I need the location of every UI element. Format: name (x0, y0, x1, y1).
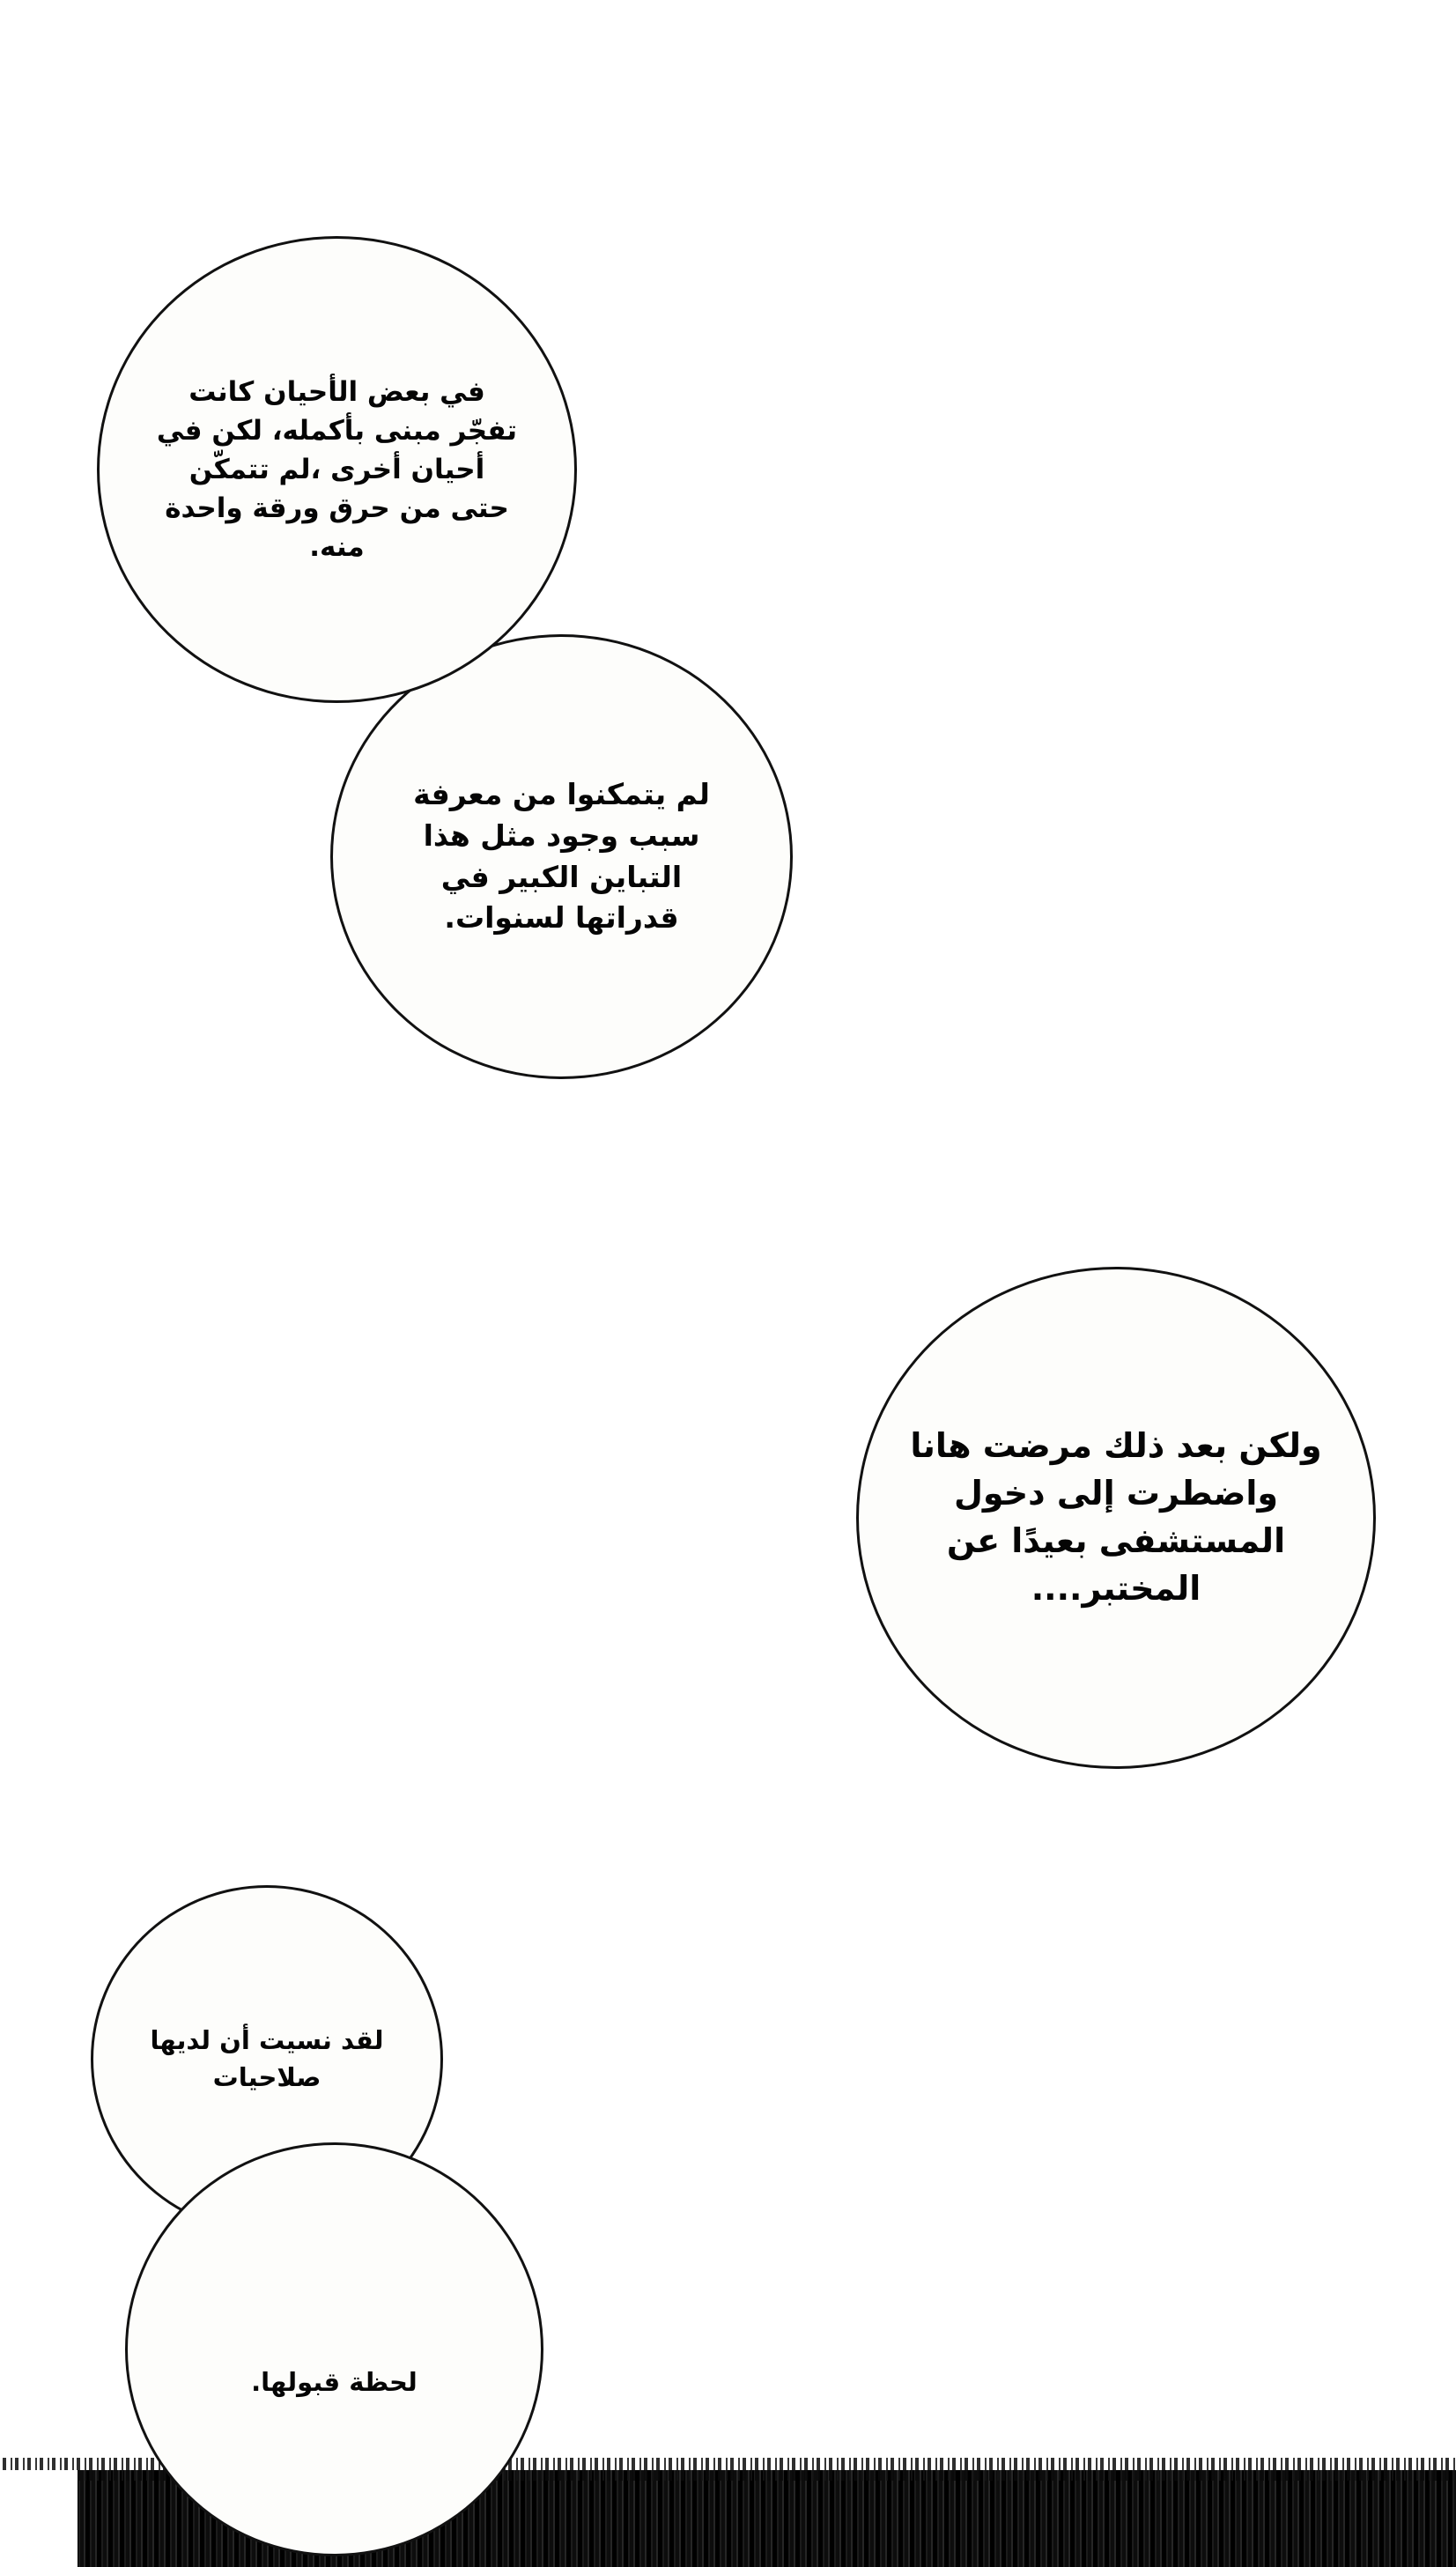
speech-bubble-1-text: في بعض الأحيان كانت تفجّر مبنى بأكمله، لكن في أحيان أخرى ،لم تتمكّن حتى من حرق ورقة واحدة منه. (156, 375, 518, 564)
speech-bubble-4-text: لقد نسيت أن لديها صلاحيات (150, 2025, 384, 2092)
speech-bubble-1 (97, 236, 577, 703)
speech-bubble-2 (330, 634, 793, 1079)
speech-bubble-3-text: ولكن بعد ذلك مرضت هانا واضطرت إلى دخول المستشفى بعيدًا عن المختبر.... (910, 1426, 1322, 1608)
speech-bubble-5 (125, 2142, 543, 2556)
speech-bubble-3 (856, 1267, 1376, 1769)
speech-bubble-5-text: لحظة قبولها. (251, 2367, 418, 2398)
speech-bubble-2-text: لم يتمكنوا من معرفة سبب وجود مثل هذا التباين الكبير في قدراتها لسنوات. (413, 776, 710, 936)
